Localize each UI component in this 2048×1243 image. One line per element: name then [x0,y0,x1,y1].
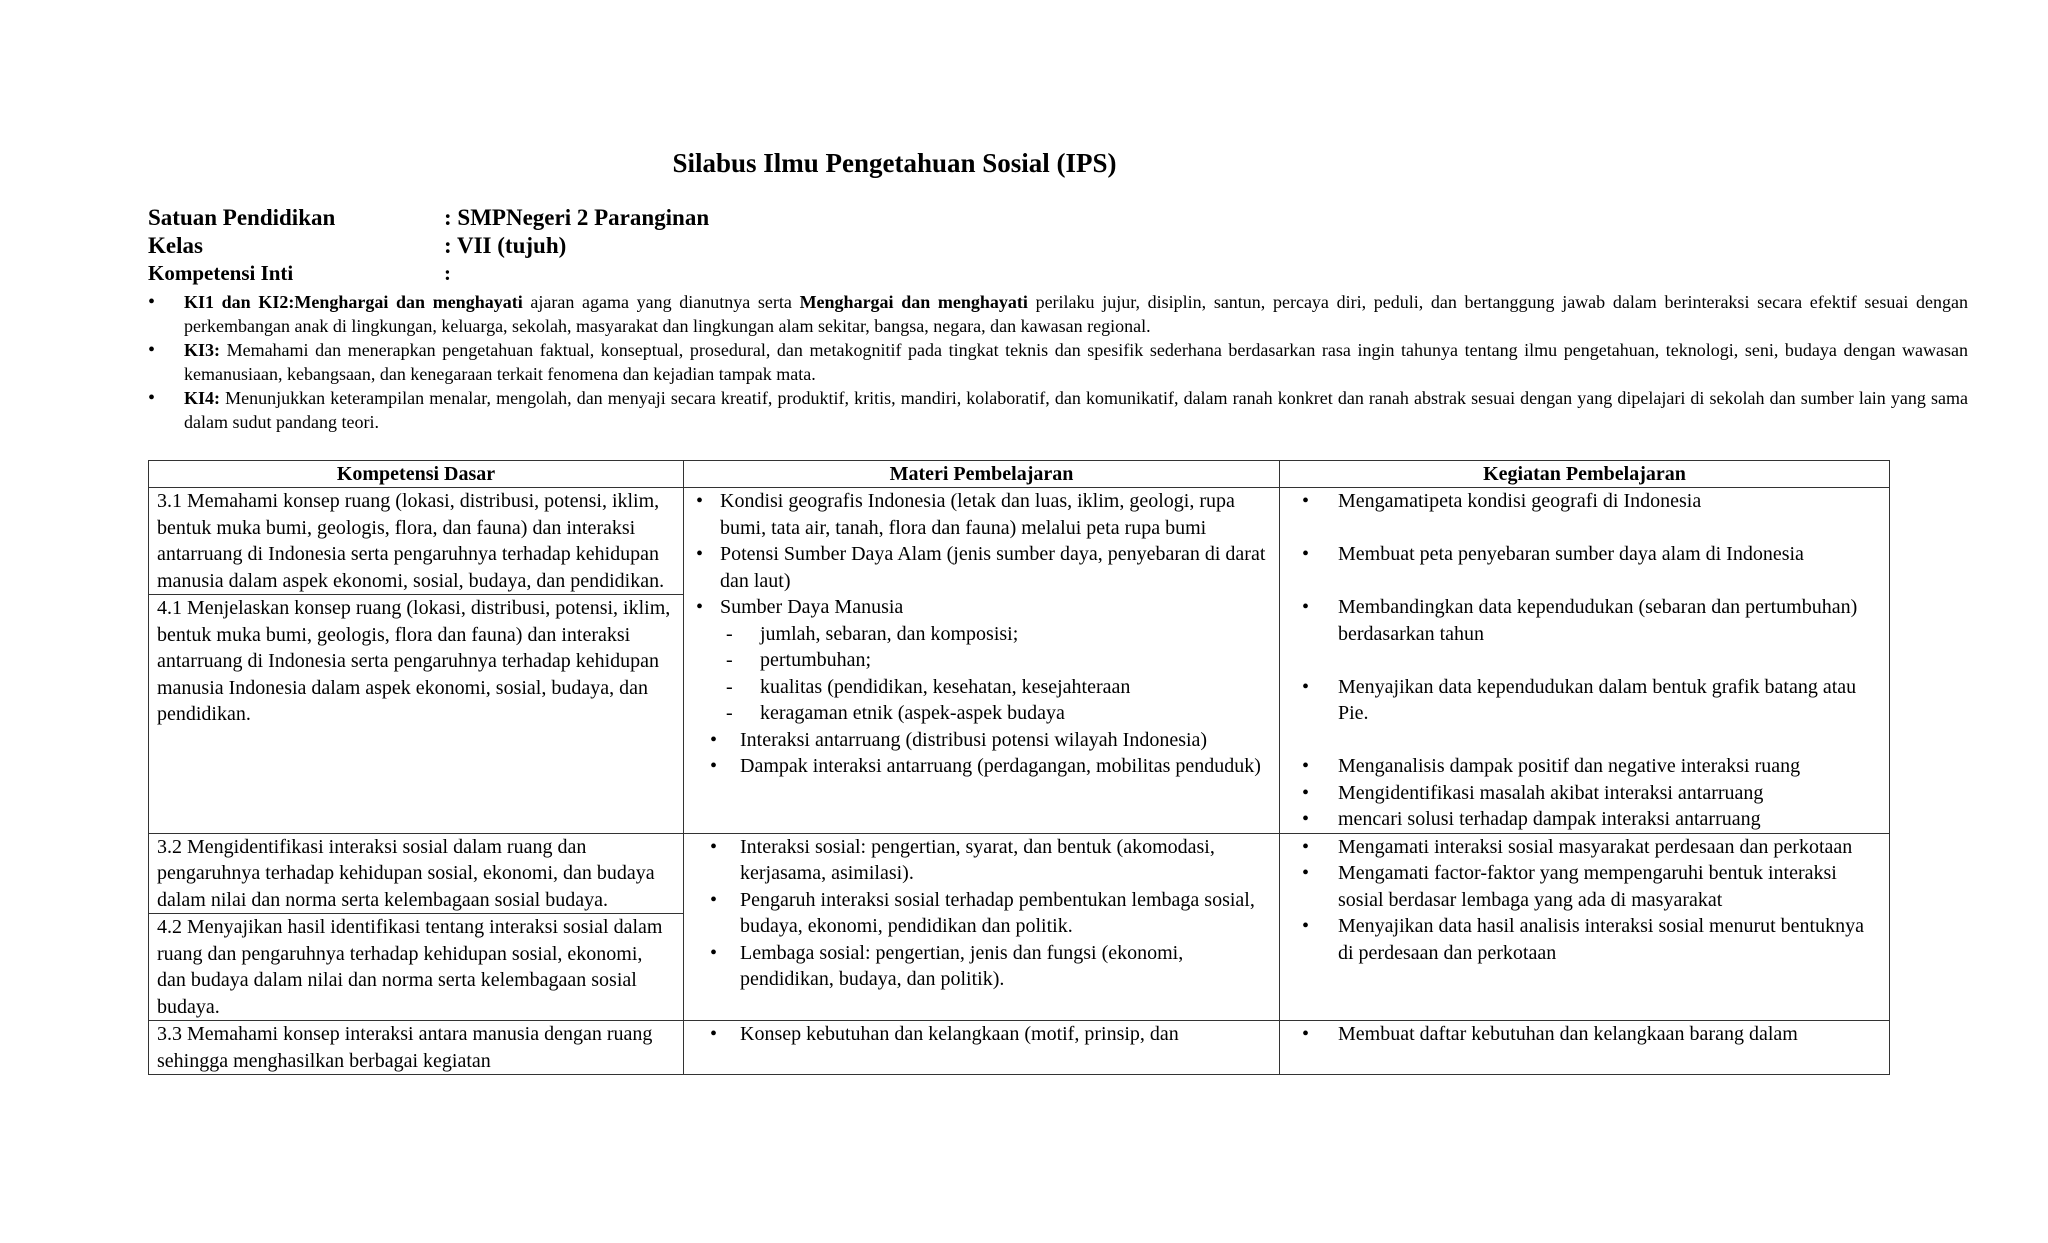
silabus-table [148,460,1890,1075]
kelas-value: : VII (tujuh) [444,233,567,258]
meta-ki [148,260,709,286]
list-item: • Interaksi sosial: pengertian, syarat, dan bentuk (akomodasi, kerjasama, asimilasi). [692,834,1271,887]
list-item: • Kondisi geografis Indonesia (letak dan luas, iklim, geologi, rupa bumi, tata air, tanah, flora dan fauna) melalui peta rupa bumi [692,488,1271,541]
kegiatan-cell [1280,1021,1890,1075]
list-item: - kualitas (pendidikan, kesehatan, kesejahteraan [692,674,1271,701]
kd-3-3: 3.3 Memahami konsep interaksi antara manusia dengan ruang sehingga menghasilkan berbagai kegiatan [149,1021,684,1075]
list-item: • Lembaga sosial: pengertian, jenis dan fungsi (ekonomi, pendidikan, budaya, dan politik). [692,940,1271,993]
list-item: • Mengidentifikasi masalah akibat interaksi antarruang [1288,780,1881,807]
kegiatan-cell [1280,488,1890,834]
kegiatan-cell [1280,833,1890,1021]
table-row [149,1021,1890,1075]
list-item: • Membuat daftar kebutuhan dan kelangkaan barang dalam [1288,1021,1881,1048]
list-item: • mencari solusi terhadap dampak interaksi antarruang [1288,806,1881,833]
list-item: • Konsep kebutuhan dan kelangkaan (motif, prinsip, dan [692,1021,1271,1048]
kd-4-2: 4.2 Menyajikan hasil identifikasi tentang interaksi sosial dalam ruang dan pengaruhnya terhadap kehidupan sosial, ekonomi, dan budaya dalam nilai dan norma serta kelembagaan sosial budaya. [157,916,663,1018]
list-item: • Dampak interaksi antarruang (perdagangan, mobilitas penduduk) [692,753,1271,780]
materi-cell [684,833,1280,1021]
ki-label: Kompetensi Inti [148,261,294,285]
ki-item [148,338,1968,386]
table-header-row [149,461,1890,488]
table-row [149,488,1890,834]
list-item: • Membandingkan data kependudukan (sebaran dan pertumbuhan) berdasarkan tahun [1288,594,1881,647]
kd-cell [149,833,684,1021]
ki-code: KI3: [184,340,220,360]
ki-text: perilaku jujur, disiplin, santun, percaya diri, peduli, dan bertanggung jawab dalam berinteraksi secara efektif sesuai dengan perkembangan anak di lingkungan, keluarga, sekolah, masyarakat dan lingkungan alam sekitar, bangsa, negara, dan kawasan regional. [184,292,1968,336]
satuan-label: Satuan Pendidikan [148,205,336,230]
list-item: • Mengamati factor-faktor yang mempengaruhi bentuk interaksi sosial berdasar lembaga yang ada di masyarakat [1288,860,1881,913]
list-item: • Menyajikan data hasil analisis interaksi sosial menurut bentuknya di perdesaan dan perkotaan [1288,913,1881,966]
list-item: • Interaksi antarruang (distribusi potensi wilayah Indonesia) [692,727,1271,754]
list-item: • Menganalisis dampak positif dan negative interaksi ruang [1288,753,1881,780]
meta-satuan [148,204,709,232]
ki-code: KI4: [184,388,220,408]
kd-3-2: 3.2 Mengidentifikasi interaksi sosial dalam ruang dan pengaruhnya terhadap kehidupan sosial, ekonomi, dan budaya dalam nilai dan norma serta kelembagaan sosial budaya. [149,834,683,915]
ki-text: Menghargai dan menghayati [799,292,1028,312]
header-kompetensi-dasar: Kompetensi Dasar [149,461,684,488]
list-item: • Membuat peta penyebaran sumber daya alam di Indonesia [1288,541,1881,568]
list-item: • Mengamati interaksi sosial masyarakat perdesaan dan perkotaan [1288,834,1881,861]
ki-value: : [444,261,451,285]
kelas-label: Kelas [148,233,203,258]
meta-kelas [148,232,709,260]
materi-list [692,834,1271,993]
ki-text: Memahami dan menerapkan pengetahuan faktual, konseptual, prosedural, dan metakognitif pada tingkat teknis dan spesifik sederhana berdasarkan rasa ingin tahunya tentang ilmu pengetahuan, teknologi, seni, budaya dengan wawasan kemanusiaan, kebangsaan, dan kenegaraan terkait fenomena dan kejadian tampak mata. [184,340,1968,384]
list-item: - keragaman etnik (aspek-aspek budaya [692,700,1271,727]
list-item: - pertumbuhan; [692,647,1271,674]
list-item: • Mengamatipeta kondisi geografi di Indonesia [1288,488,1881,515]
satuan-value: : SMPNegeri 2 Paranginan [444,205,710,230]
document-title: Silabus Ilmu Pengetahuan Sosial (IPS) [672,148,1117,178]
ki-text: Menghargai dan menghayati [294,292,523,312]
table-row [149,833,1890,1021]
ki-text: ajaran agama yang dianutnya serta [522,292,800,312]
kd-4-1: 4.1 Menjelaskan konsep ruang (lokasi, distribusi, potensi, iklim, bentuk muka bumi, geologis, flora dan fauna) dan interaksi antarruang di Indonesia serta pengaruhnya terhadap kehidupan manusia Indonesia dalam aspek ekonomi, sosial, budaya, dan pendidikan. [157,597,671,725]
materi-list [692,727,1271,780]
kompetensi-inti-list [148,290,1968,434]
ki-item [148,386,1968,434]
kd-3-1: 3.1 Memahami konsep ruang (lokasi, distribusi, potensi, iklim, bentuk muka bumi, geologis, flora, dan fauna) dan interaksi antarruang di Indonesia serta pengaruhnya terhadap kehidupan manusia dalam aspek ekonomi, sosial, budaya, dan pendidikan. [149,488,683,595]
kd-cell [149,488,684,834]
ki-code: KI1 dan KI2: [184,292,295,312]
list-item: • Menyajikan data kependudukan dalam bentuk grafik batang atau Pie. [1288,674,1881,727]
header-kegiatan: Kegiatan Pembelajaran [1280,461,1890,488]
header-materi: Materi Pembelajaran [684,461,1280,488]
materi-cell [684,1021,1280,1075]
materi-sublist [692,621,1271,727]
kegiatan-list [1288,834,1881,967]
ki-text: Menunjukkan keterampilan menalar, mengolah, dan menyaji secara kreatif, produktif, kritis, mandiri, kolaboratif, dan komunikatif, dalam ranah konkret dan ranah abstrak sesuai dengan yang dipelajari di sekolah dan sumber lain yang sama dalam sudut pandang teori. [184,388,1968,432]
list-item: • Sumber Daya Manusia [692,594,1271,621]
list-item: • Pengaruh interaksi sosial terhadap pembentukan lembaga sosial, budaya, ekonomi, pendidikan dan politik. [692,887,1271,940]
materi-list [692,1021,1271,1048]
kegiatan-list [1288,1021,1881,1048]
list-item: - jumlah, sebaran, dan komposisi; [692,621,1271,648]
materi-list [692,488,1271,621]
list-item: • Potensi Sumber Daya Alam (jenis sumber daya, penyebaran di darat dan laut) [692,541,1271,594]
meta-block [148,204,709,286]
ki-item [148,290,1968,338]
kegiatan-list [1288,488,1881,833]
materi-cell [684,488,1280,834]
